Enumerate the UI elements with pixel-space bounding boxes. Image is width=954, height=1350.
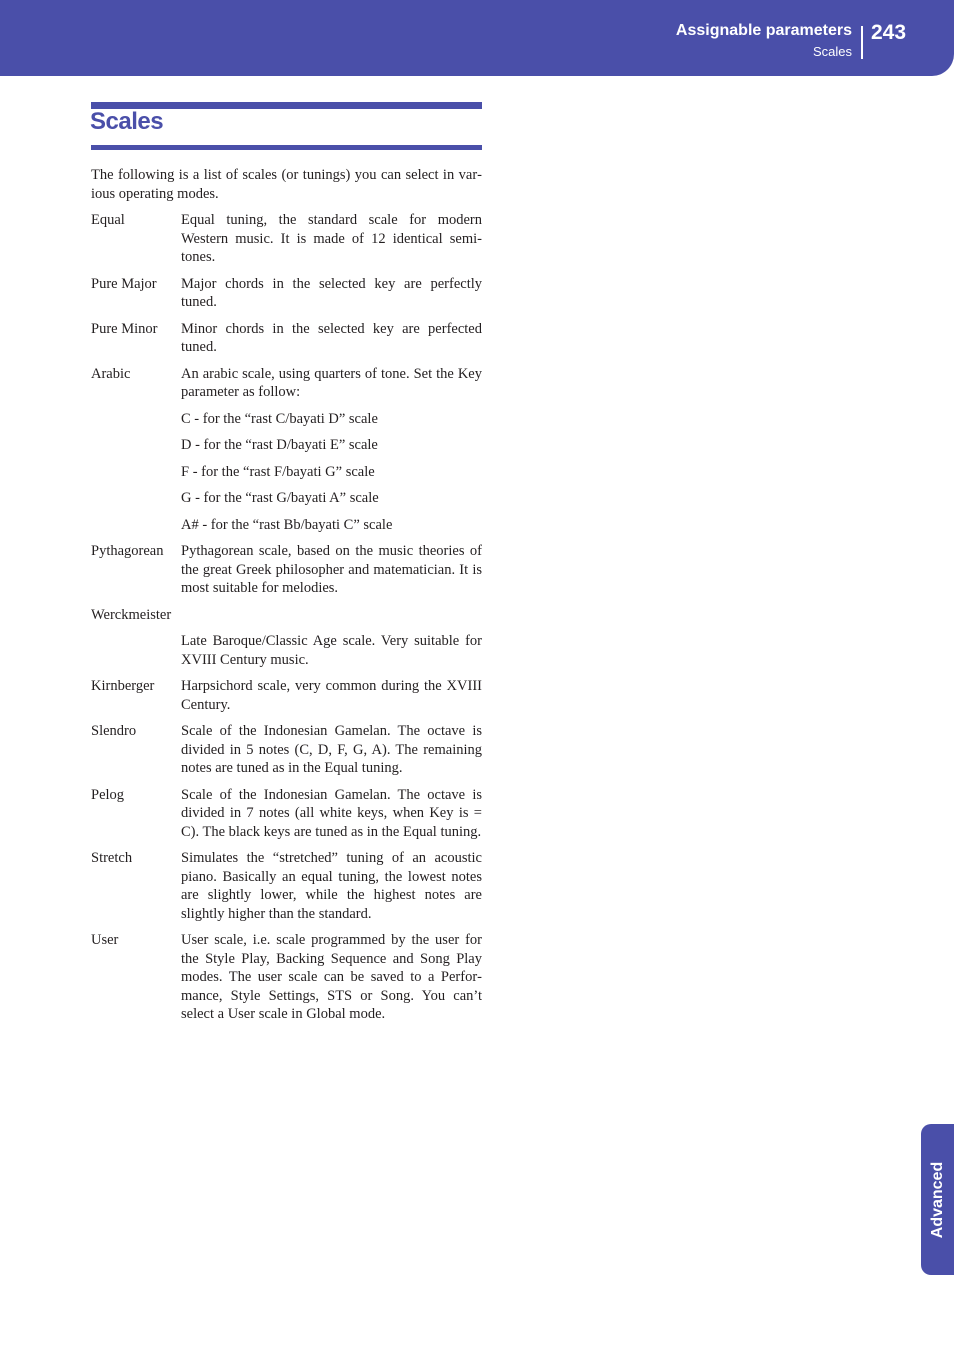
scale-description: [181, 275, 482, 312]
header-section-title: Assignable parameters: [675, 22, 852, 39]
side-tab-label: Advanced: [928, 1161, 946, 1238]
scale-description-text: Harpsichord scale, very common during the XVIII Century.: [181, 678, 482, 713]
scale-entry-stretch: [91, 849, 482, 923]
scale-description: [181, 542, 482, 598]
page-header: [0, 0, 954, 76]
arabic-key-option: G - for the “rast G/bayati A” scale: [181, 490, 379, 506]
scale-description-text: Simulates the “stretched” tuning of an acoustic piano. Basically an equal tuning, the lowest notes are slightly lower, while the highest notes are slightly higher than the standard.: [181, 850, 482, 922]
intro-paragraph: The following is a list of scales (or tunings) you can select in various operating modes.: [91, 167, 482, 202]
scale-description-text: Scale of the Indonesian Gamelan. The octave is divided in 5 notes (C, D, F, G, A). The remaining notes are tuned as in the Equal tuning.: [181, 723, 482, 776]
scale-term: Equal: [91, 212, 125, 228]
scale-entry-pelog: [91, 786, 482, 842]
scale-description: [181, 722, 482, 778]
scale-description: [181, 211, 482, 267]
scale-term: Pelog: [91, 786, 125, 803]
scale-description: [181, 786, 482, 842]
scale-description: [181, 849, 482, 923]
scale-entry-pythagorean: [91, 542, 482, 598]
arabic-key-option: C - for the “rast C/bayati D” scale: [181, 410, 378, 427]
scale-description-text: Pythagorean scale, based on the music theories of the great Greek philosopher and matematician. It is most suitable for melodies.: [181, 543, 482, 596]
scale-entry-equal: [91, 211, 482, 267]
scale-term: Pure Major: [91, 275, 157, 292]
title-rule-bottom: [91, 145, 482, 150]
scale-description-text: Minor chords in the selected key are perfected tuned.: [181, 320, 482, 355]
scale-description-text: Scale of the Indonesian Gamelan. The octave is divided in 7 notes (all white keys, when Key is = C). The black keys are tuned as in the Equal tuning.: [181, 786, 482, 840]
arabic-key-option: A# - for the “rast Bb/bayati C” scale: [181, 516, 393, 533]
scale-entry-arabic: [91, 365, 482, 535]
page-number: 243: [871, 21, 907, 44]
scale-term: Stretch: [91, 850, 133, 866]
scale-entry-slendro: [91, 722, 482, 778]
scale-term: Pythagorean: [91, 543, 164, 559]
scale-description: [181, 677, 482, 714]
scale-description: [181, 365, 482, 535]
header-subsection: Scales: [812, 44, 852, 59]
scale-term: Slendro: [91, 723, 137, 739]
page-title: Scales: [90, 108, 164, 135]
scale-entry-user: [91, 931, 482, 1024]
scale-description: [181, 931, 482, 1024]
scale-term: User: [91, 932, 119, 948]
scale-term-werckmeister: Werckmeister: [91, 606, 172, 623]
section-side-tab[interactable]: [921, 1124, 954, 1275]
scale-description-text: Equal tuning, the standard scale for modern Western music. It is made of 12 identical semitones.: [181, 212, 482, 265]
scale-term: Pure Minor: [91, 320, 158, 337]
arabic-key-option: D - for the “rast D/bayati E” scale: [181, 437, 378, 453]
header-divider: [861, 26, 863, 59]
scale-entry-pure-minor: [91, 320, 482, 357]
scale-description-text: Major chords in the selected key are perfectly tuned.: [181, 275, 482, 310]
scale-term: Arabic: [91, 365, 131, 382]
scales-list: [91, 166, 482, 1032]
scale-entry-kirnberger: [91, 677, 482, 714]
scale-description-text: User scale, i.e. scale programmed by the user for the Style Play, Backing Sequence and Song Play modes. The user scale can be saved to a Performance, Style Settings, STS or Song. You can’t select a User scale in Global mode.: [181, 932, 482, 1022]
scale-term: Kirnberger: [91, 678, 155, 694]
arabic-key-option: F - for the “rast F/bayati G” scale: [181, 463, 375, 480]
scale-description-text: An arabic scale, using quarters of tone. Set the Key parameter as follow:: [181, 365, 482, 400]
scale-description: [181, 320, 482, 357]
scale-description-werckmeister: Late Baroque/Classic Age scale. Very suitable for XVIII Century music.: [181, 633, 482, 668]
scale-entry-pure-major: [91, 275, 482, 312]
